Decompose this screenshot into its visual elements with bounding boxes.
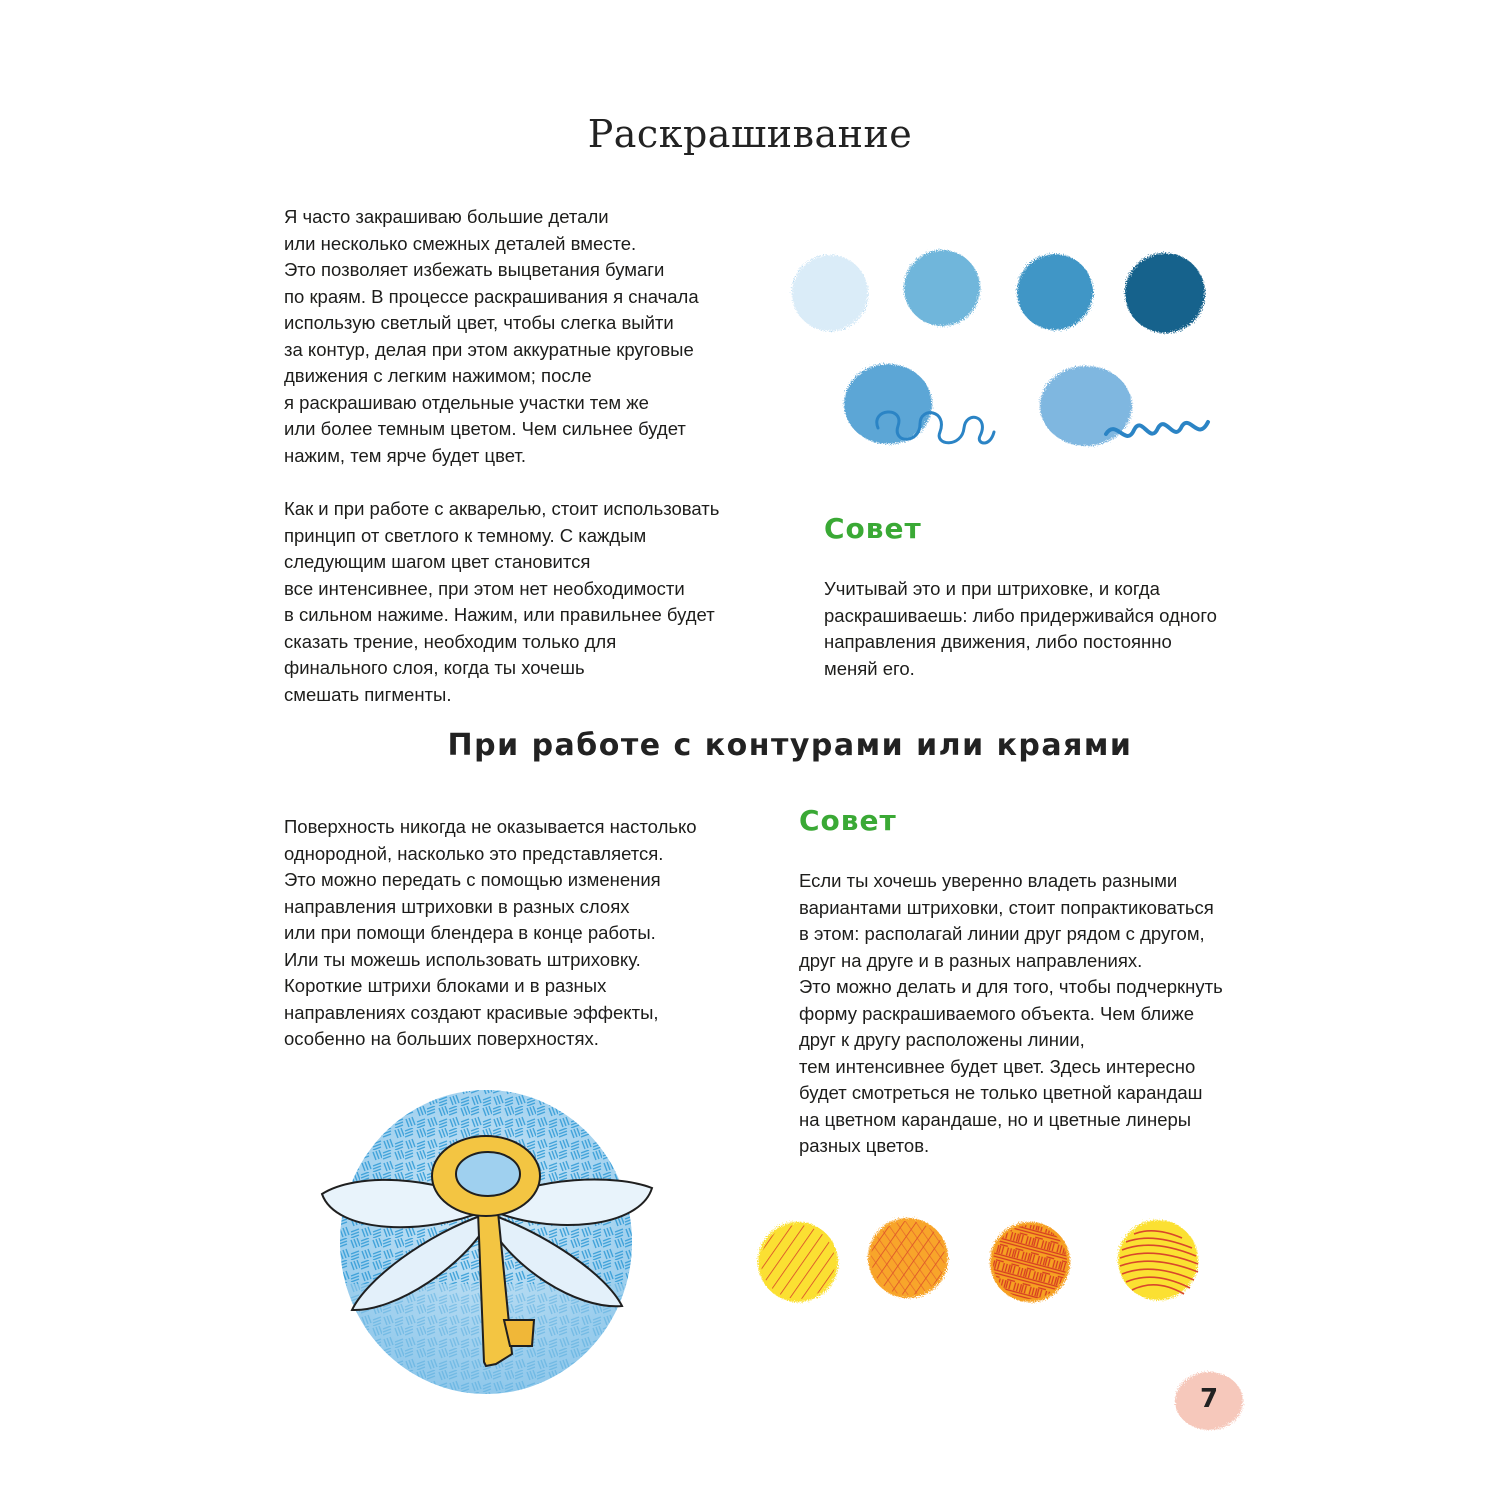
intro-line: или более темным цветом. Чем сильнее будет [284, 418, 686, 439]
intro-line: за контур, делая при этом аккуратные круговые [284, 338, 694, 360]
surface-line: однородной, насколько это представляется. [284, 842, 664, 864]
surface-line: особенно на больших поверхностях. [284, 1028, 599, 1049]
surface-line: Поверхность никогда не оказывается настолько [284, 816, 697, 837]
swatch-dark [1017, 254, 1093, 330]
surface-line: или при помощи блендера в конце работы. [284, 922, 656, 943]
watercolor-line: принцип от светлого к темному. С каждым [284, 524, 647, 546]
watercolor-line: следующим шагом цвет становится [284, 551, 591, 572]
watercolor-line: все интенсивнее, при этом нет необходимости [284, 577, 685, 599]
intro-line: или несколько смежных деталей вместе. [284, 232, 637, 254]
surface-line: Короткие штрихи блоками и в разных [284, 975, 607, 996]
tip2-text [799, 868, 1239, 1160]
watercolor-line: финального слоя, когда ты хочешь [284, 657, 585, 678]
tip2-line: будет смотреться не только цветной карандаш [799, 1082, 1203, 1103]
watercolor-line: сказать трение, необходим только для [284, 630, 617, 652]
tip2-line: разных цветов. [799, 1135, 930, 1156]
swatch-darkest [1125, 253, 1205, 333]
intro-paragraph [284, 204, 754, 469]
watercolor-line: Как и при работе с акварелью, стоит использовать [284, 498, 720, 519]
page-title: Раскрашивание [587, 112, 913, 156]
tip2-line: Если ты хочешь уверенно владеть разными [799, 870, 1178, 891]
surface-paragraph [284, 814, 754, 1053]
watercolor-paragraph [284, 496, 764, 708]
surface-line: Это можно передать с помощью изменения [284, 869, 661, 890]
intro-line: по краям. В процессе раскрашивания я сначала [284, 285, 699, 307]
surface-line: направлениях создают красивые эффекты, [284, 1001, 659, 1023]
tip1-line: меняй его. [824, 657, 915, 679]
tip1-line: раскрашиваешь: либо придерживайся одного [824, 604, 1217, 626]
key-bit [504, 1320, 534, 1346]
tip1-line: направления движения, либо постоянно [824, 631, 1172, 652]
page-number-badge [1172, 1370, 1246, 1432]
winged-key-illustration [316, 1084, 660, 1402]
intro-line: Я часто закрашиваю большие детали [284, 206, 609, 227]
intro-line: Это позволяет избежать выцветания бумаги [284, 259, 665, 280]
tip2-line: форму раскрашиваемого объекта. Чем ближе [799, 1002, 1195, 1024]
tip-label: Совет [824, 512, 922, 545]
tip2-line: в этом: располагай линии друг рядом с другом, [799, 923, 1205, 944]
key-bow-hole [456, 1152, 520, 1196]
tip2-line: на цветном карандаше, но и цветные линеры [799, 1108, 1192, 1130]
tip2-line: вариантами штриховки, стоит попрактиковаться [799, 896, 1214, 918]
watercolor-line: смешать пигменты. [284, 683, 452, 705]
tip2-line: друг на друге и в разных направлениях. [799, 949, 1143, 971]
intro-line: использую светлый цвет, чтобы слегка выйти [284, 312, 674, 333]
tip-label: Совет [799, 804, 897, 837]
intro-line: я раскрашиваю отдельные участки тем же [284, 391, 649, 413]
section-heading: При работе с контурами или краями [447, 728, 1133, 763]
intro-line: движения с легким нажимом; после [284, 365, 592, 386]
intro-line: нажим, тем ярче будет цвет. [284, 444, 526, 466]
tip1-line: Учитывай это и при штриховке, и когда [824, 578, 1160, 599]
tip2-line: тем интенсивнее будет цвет. Здесь интересно [799, 1055, 1196, 1077]
swatch-medium [904, 250, 980, 326]
surface-line: Или ты можешь использовать штриховку. [284, 948, 641, 970]
tip1-text [824, 576, 1244, 682]
page-number: 7 [1199, 1384, 1219, 1414]
hatching-swatches-illustration [752, 1212, 1212, 1312]
watercolor-line: в сильном нажиме. Нажим, или правильнее будет [284, 604, 715, 625]
tip2-line: Это можно делать и для того, чтобы подчеркнуть [799, 976, 1223, 997]
swatch-linear-strokes [1040, 366, 1132, 446]
tip2-line: друг к другу расположены линии, [799, 1029, 1085, 1050]
blue-swatches-illustration [780, 238, 1230, 463]
surface-line: направления штриховки в разных слоях [284, 895, 630, 917]
